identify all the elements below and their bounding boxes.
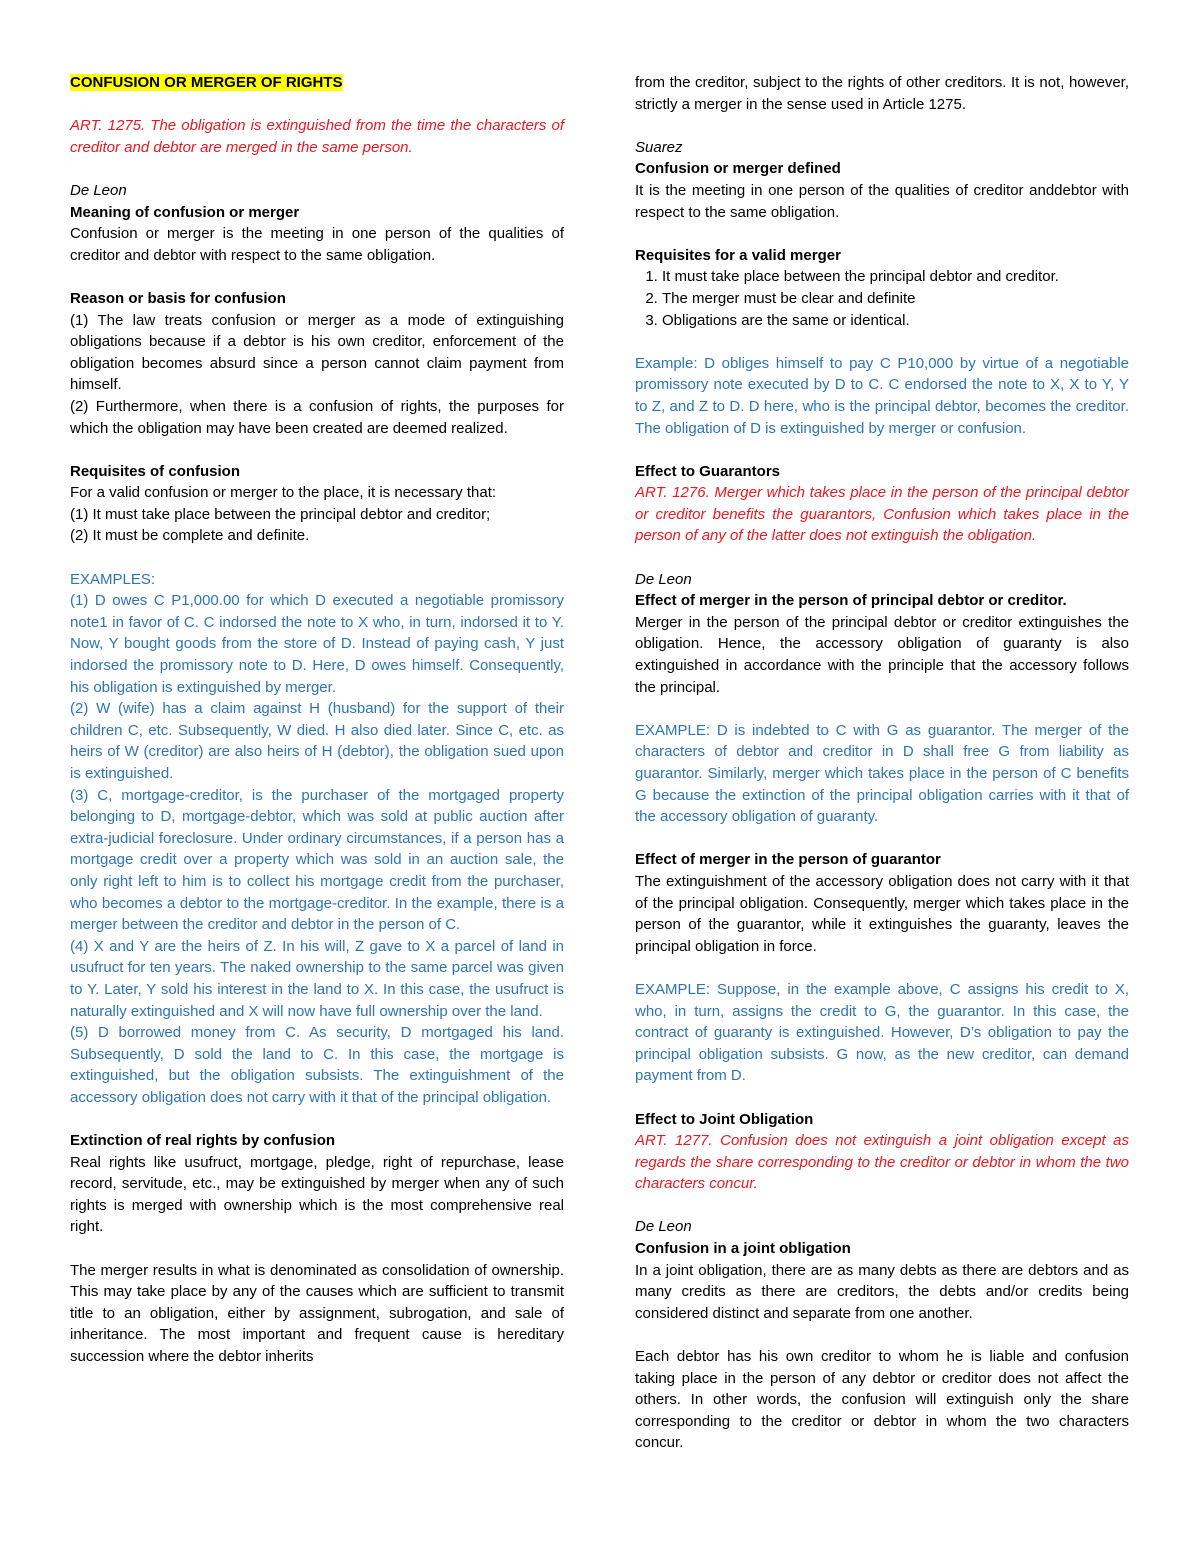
author-de-leon: De Leon xyxy=(70,181,127,199)
example-4: (4) X and Y are the heirs of Z. In his will, Z gave to X a parcel of land in usufruct for ten years. The naked ownership to the same parcel was given to Y. Later, Y sold his interest in the land to X. In this case, the usufruct is naturally extinguished and X will now have full ownership over the land. xyxy=(70,937,564,1020)
joint-confusion-text: In a joint obligation, there are as many debts as there are debtors and as many credits as there are creditors, the debts and/or credits being considered distinct and separate from one another. xyxy=(635,1261,1129,1322)
valid-merger-list xyxy=(635,266,1129,331)
continuation-text: from the creditor, subject to the rights of other creditors. It is not, however, strictly a merger in the sense used in Article 1275. xyxy=(635,74,1129,113)
example-2: (2) W (wife) has a claim against H (husband) for the support of their children C, etc. Subsequently, W died. H also died later. Since C, etc. as heirs of W (creditor) are also heirs of H (debtor), the obligation sued upon is extinguished. xyxy=(70,700,564,782)
joint-obligation-heading: Effect to Joint Obligation xyxy=(635,1110,814,1128)
author-suarez: Suarez xyxy=(635,138,683,156)
meaning-text: Confusion or merger is the meeting in one person of the qualities of creditor and debtor with respect to the same obligation. xyxy=(70,225,564,264)
joint-confusion-heading: Confusion in a joint obligation xyxy=(635,1240,851,1258)
right-column xyxy=(635,72,1129,1454)
example-3: (3) C, mortgage-creditor, is the purchaser of the mortgaged property belonging to D, mortgage-debtor, which was sold at public auction after extra-judicial foreclosure. Under ordinary circumstances, if a person has a mortgage credit over a property which was sold in an auction sale, the only right left to him is to collect his mortgage credit from the purchaser, who becomes a debtor to the mortgage-creditor. In the example, there is a merger between the creditor and debtor in the person of C. xyxy=(70,786,564,934)
reason-2: (2) Furthermore, when there is a confusion of rights, the purposes for which the obligation may have been created are deemed realized. xyxy=(70,397,564,437)
example-negotiable-note: Example: D obliges himself to pay C P10,000 by virtue of a negotiable promissory note executed by D to C. C endorsed the note to X, X to Y, Y to Z, and Z to D. D here, who is the principal debtor, becomes the creditor. The obligation of D is extinguished by merger or confusion. xyxy=(635,354,1129,437)
consolidation-text: The merger results in what is denominated as consolidation of ownership. This may take place by any of the causes which are sufficient to transmit title to an obligation, either by assignment, subrogation, and sale of inheritance. The most important and frequent cause is hereditary succession where the debtor inherits xyxy=(70,1261,564,1366)
guarantors-heading: Effect to Guarantors xyxy=(635,462,781,480)
defined-text: It is the meeting in one person of the qualities of creditor anddebtor with respect to the same obligation. xyxy=(635,181,1129,221)
author-de-leon-3: De Leon xyxy=(635,1218,692,1236)
valid-merger-heading: Requisites for a valid merger xyxy=(635,246,841,264)
defined-heading: Confusion or merger defined xyxy=(635,160,841,178)
requisite-1: (1) It must take place between the principal debtor and creditor; xyxy=(70,505,491,523)
effect-guarantor-text: The extinguishment of the accessory obligation does not carry with it that of the principal obligation. Consequently, merger which takes place in the person of the guarantor, while it extinguishes the guaranty, leaves the principal obligation in force. xyxy=(635,872,1129,955)
article-1275: ART. 1275. The obligation is extinguished from the time the characters of creditor and debtor are merged in the same person. xyxy=(70,117,564,156)
meaning-heading: Meaning of confusion or merger xyxy=(70,203,300,221)
reason-heading: Reason or basis for confusion xyxy=(70,289,286,307)
real-rights-heading: Extinction of real rights by confusion xyxy=(70,1132,336,1150)
each-debtor-text: Each debtor has his own creditor to whom he is liable and confusion taking place in the person of any debtor or creditor does not affect the others. In other words, the confusion will extinguish only the share corresponding to the creditor or debtor in whom the two characters concur. xyxy=(635,1348,1129,1452)
effect-principal-text: Merger in the person of the principal debtor or creditor extinguishes the obligation. Hence, the accessory obligation of guaranty is also extinguished in accordance with the principle that the accessory follows the principal. xyxy=(635,613,1129,696)
requisites-heading: Requisites of confusion xyxy=(70,462,241,480)
left-column xyxy=(70,72,564,1368)
effect-guarantor-heading: Effect of merger in the person of guarantor xyxy=(635,851,941,869)
example-assignment: EXAMPLE: Suppose, in the example above, C assigns his credit to X, who, in turn, assigns the credit to G, the guarantor. In this case, the contract of guaranty is extinguished. However, D’s obligation to pay the principal obligation subsists. G now, as the new creditor, can demand payment from D. xyxy=(635,980,1129,1085)
example-1: (1) D owes C P1,000.00 for which D executed a negotiable promissory note1 in favor of C. C indorsed the note to X who, in turn, indorsed it to Y. Now, Y bought goods from the store of D. Instead of paying cash, Y just indorsed the promissory note to D. Here, D owes himself. Consequently, his obligation is extinguished by merger. xyxy=(70,592,564,696)
example-5: (5) D borrowed money from C. As security, D mortgaged his land. Subsequently, D sold the land to C. In this case, the mortgage is extinguished, but the obligation subsists. The extinguishment of the accessory obligation does not carry with it that of the principal obligation. xyxy=(70,1024,564,1106)
real-rights-text: Real rights like usufruct, mortgage, pledge, right of repurchase, lease record, servitude, etc., may be extinguished by merger when any of such rights is merged with ownership which is the most comprehensive real right. xyxy=(70,1153,564,1236)
example-guarantor: EXAMPLE: D is indebted to C with G as guarantor. The merger of the characters of debtor and creditor in D shall free G from liability as guarantor. Similarly, merger which takes place in the person of C benefits G because the extinction of the principal obligation carries with it that of the accessory obligation of guaranty. xyxy=(635,721,1129,826)
examples-heading: EXAMPLES: xyxy=(70,570,156,588)
article-1276: ART. 1276. Merger which takes place in the person of the principal debtor or creditor benefits the guarantors, Confusion which takes place in the person of any of the latter does not extinguish the obligation. xyxy=(635,484,1129,545)
list-item: 2. The merger must be clear and definite xyxy=(662,288,1129,310)
requisite-2: (2) It must be complete and definite. xyxy=(70,527,310,545)
author-de-leon-2: De Leon xyxy=(635,570,692,588)
reason-1: (1) The law treats confusion or merger as a mode of extinguishing obligations because if a debtor is his own creditor, enforcement of the obligation becomes absurd since a person cannot claim payment from himself. xyxy=(70,311,564,394)
list-item: 1. It must take place between the principal debtor and creditor. xyxy=(662,266,1129,288)
article-1277: ART. 1277. Confusion does not extinguish a joint obligation except as regards the share corresponding to the creditor or debtor in whom the two characters concur. xyxy=(635,1132,1129,1193)
requisites-intro: For a valid confusion or merger to the place, it is necessary that: xyxy=(70,484,497,502)
document-title: CONFUSION OR MERGER OF RIGHTS xyxy=(70,74,343,91)
title-line xyxy=(70,72,564,94)
list-item: 3. Obligations are the same or identical. xyxy=(662,310,1129,332)
effect-principal-heading: Effect of merger in the person of principal debtor or creditor. xyxy=(635,592,1067,610)
